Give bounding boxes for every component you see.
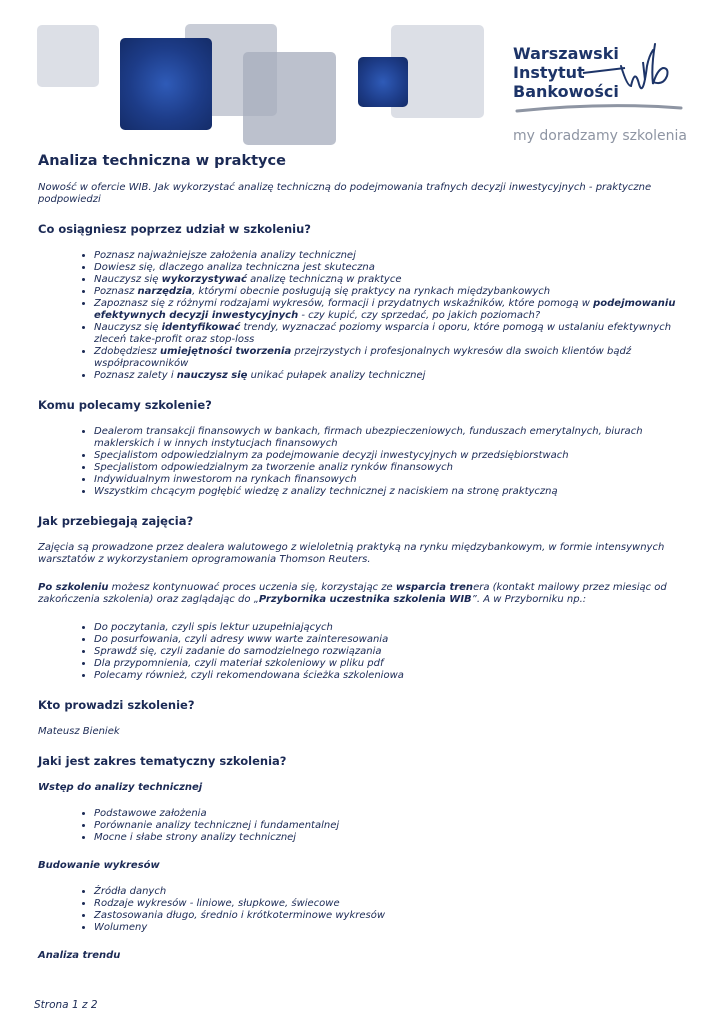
list-item: • Dealerom transakcji finansowych w bankach, firmach ubezpieczeniowych, funduszach emerytalnych, biurach maklerskich i w innych instytucjach finansowych — [94, 426, 688, 450]
list-item: • Specjalistom odpowiedzialnym za podejmowanie decyzji inwestycyjnych w przedsiębiorstwach — [94, 450, 688, 462]
section-scope-heading: Jaki jest zakres tematyczny szkolenia? — [38, 754, 287, 768]
intro-text: Nowość w ofercie WIB. Jak wykorzystać analizę techniczną do podejmowania trafnych decyzji inwestycyjnych - praktyczne podpowiedzi — [38, 182, 652, 205]
list-item: • Sprawdź się, czyli zadanie do samodzielnego rozwiązania — [94, 646, 688, 658]
logo-monogram-signature — [513, 38, 685, 118]
topic-list — [38, 886, 688, 934]
list-item: • Zdobędziesz umiejętności tworzenia przejrzystych i profesjonalnych wykresów dla swoich klientów bądź współpracowników — [94, 346, 688, 370]
list-item: • Specjalistom odpowiedzialnym za tworzenie analiz rynków finansowych — [94, 462, 688, 474]
list-item: • Dowiesz się, dlaczego analiza techniczna jest skuteczna — [94, 262, 688, 274]
section-format-heading: Jak przebiegają zajęcia? — [38, 514, 194, 528]
list-item: • Polecamy również, czyli rekomendowana ścieżka szkoleniowa — [94, 670, 688, 682]
list-item: • Nauczysz się wykorzystywać analizę techniczną w praktyce — [94, 274, 688, 286]
document-body — [38, 153, 688, 976]
list-item: • Zapoznasz się z różnymi rodzajami wykresów, formacji i przydatnych wskaźników, które pomogą w podejmowaniu efektywnych decyzji inwestycyjnych - czy kupić, czy sprzedać, po jakich poziomach? — [94, 298, 688, 322]
list-item: • Źródła danych — [94, 886, 688, 898]
topic-heading: Analiza trendu — [38, 950, 121, 961]
list-item: • Wolumeny — [94, 922, 688, 934]
topic-heading: Wstęp do analizy technicznej — [38, 782, 203, 793]
list-item: • Mocne i słabe strony analizy technicznej — [94, 832, 688, 844]
list-item: • Indywidualnym inwestorom na rynkach finansowych — [94, 474, 688, 486]
benefits-list — [38, 250, 688, 382]
topic-heading: Budowanie wykresów — [38, 860, 160, 871]
list-item: • Do poczytania, czyli spis lektur uzupełniających — [94, 622, 688, 634]
toolkit-text: Po szkoleniu możesz kontynuować proces uczenia się, korzystając ze wsparcia trenera (kontakt mailowy przez miesiąc od zakończenia szkolenia) oraz zaglądając do „Przybornika uczestnika szkolenia WIB”. A w Przyborniku np.: — [38, 582, 667, 605]
page-number: Strona 1 z 2 — [34, 999, 98, 1011]
logo-line-3: Bankowości — [513, 82, 619, 101]
decor-square-gray-3 — [243, 52, 336, 145]
logo-line-2: Instytut — [513, 63, 585, 82]
list-item: • Poznasz narzędzia, którymi obecnie posługują się praktycy na rynkach międzybankowych — [94, 286, 688, 298]
toolkit-list — [38, 622, 688, 682]
list-item: • Wszystkim chcącym pogłębić wiedzę z analizy technicznej z naciskiem na stronę praktyczną — [94, 486, 688, 498]
decor-square-gray-1 — [37, 25, 99, 87]
section-audience-heading: Komu polecamy szkolenie? — [38, 398, 212, 412]
list-item: • Rodzaje wykresów - liniowe, słupkowe, świecowe — [94, 898, 688, 910]
decor-square-blue-small — [358, 57, 408, 107]
list-item: • Zastosowania długo, średnio i krótkoterminowe wykresów — [94, 910, 688, 922]
tagline: my doradzamy szkolenia — [513, 128, 688, 144]
format-text: Zajęcia są prowadzone przez dealera walutowego z wieloletnią praktyką na rynku międzybankowym, w formie intensywnych warsztatów z wykorzystaniem oprogramowania Thomson Reuters. — [38, 542, 665, 565]
decor-square-blue-large — [120, 38, 212, 130]
list-item: • Do posurfowania, czyli adresy www warte zainteresowania — [94, 634, 688, 646]
logo-line-1: Warszawski — [513, 44, 619, 63]
page-title: Analiza techniczna w praktyce — [38, 153, 286, 169]
topic-list — [38, 808, 688, 844]
list-item: • Porównanie analizy technicznej i fundamentalnej — [94, 820, 688, 832]
list-item: • Dla przypomnienia, czyli materiał szkoleniowy w pliku pdf — [94, 658, 688, 670]
list-item: • Podstawowe założenia — [94, 808, 688, 820]
wib-logo — [513, 44, 619, 101]
list-item: • Poznasz najważniejsze założenia analizy technicznej — [94, 250, 688, 262]
audience-list — [38, 426, 688, 498]
trainer-name: Mateusz Bieniek — [38, 726, 120, 737]
list-item: • Nauczysz się identyfikować trendy, wyznaczać poziomy wsparcia i oporu, które pomogą w ustalaniu efektywnych zleceń take-profit oraz stop-loss — [94, 322, 688, 346]
section-trainer-heading: Kto prowadzi szkolenie? — [38, 698, 195, 712]
list-item: • Poznasz zalety i nauczysz się unikać pułapek analizy technicznej — [94, 370, 688, 382]
section-benefits-heading: Co osiągniesz poprzez udział w szkoleniu? — [38, 222, 311, 236]
